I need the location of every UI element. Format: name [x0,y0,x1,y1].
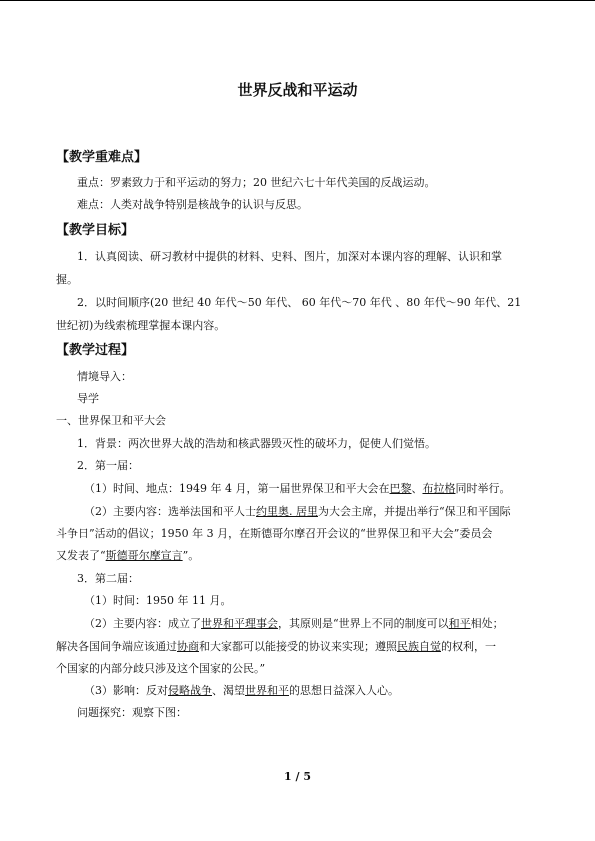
underlined-term: 约里奥. 居里 [256,505,318,518]
second-session-principle: 解决各国间争端应该通过协商和大家都可以能接受的协议来实现；遵照民族自觉的权利，一 [56,640,496,653]
underlined-term: 世界和平 [245,684,289,697]
underlined-term: 侵略战争 [168,684,212,697]
objective-1-line: 1．认真阅读、研习教材中提供的材料、史料、图片，加深对本课内容的理解、认识和掌 [77,250,502,263]
underlined-term: 斯德哥尔摩宣言 [105,549,183,562]
second-session-time: （1）时间：1950 年 11 月。 [84,594,232,607]
section-heading-key-points: 【教学重难点】 [56,150,148,165]
underlined-term: 布拉格 [422,482,456,495]
key-point-line: 重点：罗素致力于和平运动的努力；20 世纪六七十年代美国的反战运动。 [77,176,436,189]
underlined-term: 世界和平理事会 [201,617,278,630]
impact-line: （3）影响：反对侵略战争、渴望世界和平的思想日益深入人心。 [84,684,399,697]
second-session-content: （2）主要内容：成立了世界和平理事会，其原则是“世界上不同的制度可以和平相处； [84,617,504,630]
objective-1-continuation: 握。 [56,273,78,286]
section-heading-process: 【教学过程】 [56,343,135,358]
guide-label: 导学 [77,392,99,405]
document-title: 世界反战和平运动 [237,81,358,99]
difficulty-line: 难点：人类对战争特别是核战争的认识与反思。 [77,198,308,211]
inquiry-prompt: 问题探究：观察下图： [77,706,187,719]
section-heading-objectives: 【教学目标】 [56,223,135,238]
first-session-content-continued: 斗争日”活动的倡议；1950 年 3 月，在斯德哥尔摩召开会议的“世界保卫和平大会”委员会 [56,527,493,540]
stockholm-line: 又发表了“斯德哥尔摩宣言”。 [56,549,200,562]
objective-2-line: 2．以时间顺序(20 世纪 40 年代～50 年代、 60 年代～70 年代 、80 年代～90 年代、21 [77,296,522,309]
first-session-content: （2）主要内容：选举法国和平人士约里奥. 居里为大会主席，并提出举行“保卫和平国际 [84,505,511,518]
objective-2-continuation: 世纪初)为线索梳理掌握本课内容。 [56,319,226,332]
background-line: 1．背景：两次世界大战的浩劫和核武器毁灭性的破坏力，促使人们觉悟。 [77,437,436,450]
second-session-principle-continued: 个国家的内部分歧只涉及这个国家的公民。” [56,662,266,675]
intro-label: 情境导入： [77,370,132,383]
page-top-border [0,0,595,1]
first-session-time-place: （1）时间、地点：1949 年 4 月，第一届世界保卫和平大会在巴黎、布拉格同时举行。 [84,482,511,495]
underlined-term: 和平 [448,617,471,630]
first-session-label: 2．第一届： [77,459,139,472]
part-one-heading: 一、世界保卫和平大会 [56,414,166,427]
underlined-term: 协商 [177,640,199,653]
underlined-term: 巴黎 [389,482,412,495]
underlined-term: 民族自觉 [397,640,441,653]
second-session-label: 3．第二届： [77,572,139,585]
page-number: 1 / 5 [284,770,311,783]
